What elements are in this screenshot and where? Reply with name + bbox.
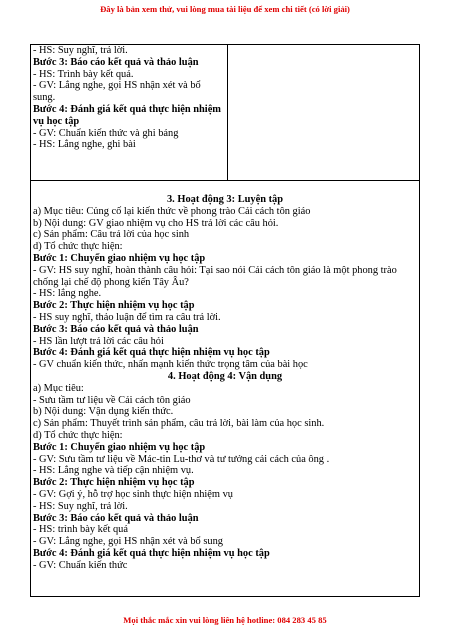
text-line: b) Nội dung: Vận dụng kiến thức. xyxy=(33,406,174,418)
step-heading: Bước 2: Thực hiện nhiệm vụ học tập xyxy=(33,477,195,489)
text-line: c) Sản phẩm: Thuyết trình sản phẩm, câu trả lời, bài làm của học sinh. xyxy=(33,418,325,430)
text-line: - Sưu tầm tư liệu về Cải cách tôn giáo xyxy=(33,394,191,406)
text-line: - GV: Lắng nghe, gọi HS nhận xét và bổ sung. xyxy=(33,80,201,104)
text-line: c) Sản phẩm: Câu trả lời của học sinh xyxy=(33,229,190,241)
step-heading: Bước 2: Thực hiện nhiệm vụ học tập xyxy=(33,300,195,312)
text-line: - GV: Chuẩn kiến thức và ghi bảng xyxy=(33,127,179,139)
lesson-table xyxy=(30,44,420,597)
table-row-main xyxy=(33,182,417,572)
text-line: - GV: Lắng nghe, gọi HS nhận xét và bổ sung xyxy=(33,536,223,548)
text-line: - HS: Trình bày kết quả. xyxy=(33,68,134,80)
text-line: a) Mục tiêu: xyxy=(33,382,84,394)
text-line: - HS: lắng nghe. xyxy=(33,288,102,300)
text-line: - GV: Chuẩn kiến thức xyxy=(33,559,128,571)
text-line: - HS: Lắng nghe, ghi bài xyxy=(33,139,136,151)
step-heading: Bước 1: Chuyển giao nhiệm vụ học tập xyxy=(33,441,206,453)
text-line: - GV chuẩn kiến thức, nhấn mạnh kiến thức trọng tâm của bài học xyxy=(33,359,308,371)
text-line: b) Nội dung: GV giao nhiệm vụ cho HS trả lời các câu hỏi. xyxy=(33,217,279,229)
spacer xyxy=(33,182,417,194)
column-divider xyxy=(227,45,228,180)
text-line: - HS: Suy nghĩ, trả lời. xyxy=(33,45,128,56)
activity3-title: 3. Hoạt động 3: Luyện tập xyxy=(166,194,284,205)
text-line: - HS: Lắng nghe và tiếp cận nhiệm vụ. xyxy=(33,465,194,477)
hotline-footer: Mọi thắc mắc xin vui lòng liên hệ hotline: 084 283 45 85 xyxy=(123,615,327,625)
preview-banner: Đây là bản xem thử, vui lòng mua tài liệu để xem chi tiết (có lời giải) xyxy=(100,4,350,14)
text-line: d) Tổ chức thực hiện: xyxy=(33,429,123,441)
step-heading: Bước 3: Báo cáo kết quả và thảo luận xyxy=(33,512,199,524)
activity4-title: 4. Hoạt động 4: Vận dụng xyxy=(167,370,283,382)
text-line: - HS lần lượt trả lời các câu hỏi xyxy=(33,335,164,347)
step-heading: Bước 4: Đánh giá kết quả thực hiện nhiệm vụ học tập xyxy=(33,347,270,359)
text-line: d) Tổ chức thực hiện: xyxy=(33,241,123,253)
step-heading: Bước 4: Đánh giá kết quả thực hiện nhiệm vụ học tập xyxy=(33,103,221,127)
text-line: - HS: Suy nghĩ, trả lời. xyxy=(33,500,128,512)
text-line: - HS: trình bày kết quả xyxy=(33,524,128,536)
top-left-cell xyxy=(33,45,225,151)
step-heading: Bước 3: Báo cáo kết quả và thảo luận xyxy=(33,323,199,335)
step-heading: Bước 1: Chuyển giao nhiệm vụ học tập xyxy=(33,252,206,264)
text-line: - GV: HS suy nghĩ, hoàn thành câu hỏi: Tại sao nói Cải cách tôn giáo là một phong trào chống lại chế độ phong kiến Tây Âu? xyxy=(33,264,397,288)
step-heading: Bước 3: Báo cáo kết quả và thảo luận xyxy=(33,56,199,68)
text-line: - HS suy nghĩ, thảo luận để tìm ra câu trả lời. xyxy=(33,311,221,323)
text-line: - GV: Gợi ý, hỗ trợ học sinh thực hiện nhiệm vụ xyxy=(33,488,233,500)
step-heading: Bước 4: Đánh giá kết quả thực hiện nhiệm vụ học tập xyxy=(33,547,270,559)
text-line: a) Mục tiêu: Củng cố lại kiến thức về phong trào Cải cách tôn giáo xyxy=(33,205,311,217)
text-line: - GV: Sưu tầm tư liệu về Mác-tin Lu-thơ và tư tưởng cải cách của ông . xyxy=(33,453,330,465)
table-row-top xyxy=(31,45,419,181)
